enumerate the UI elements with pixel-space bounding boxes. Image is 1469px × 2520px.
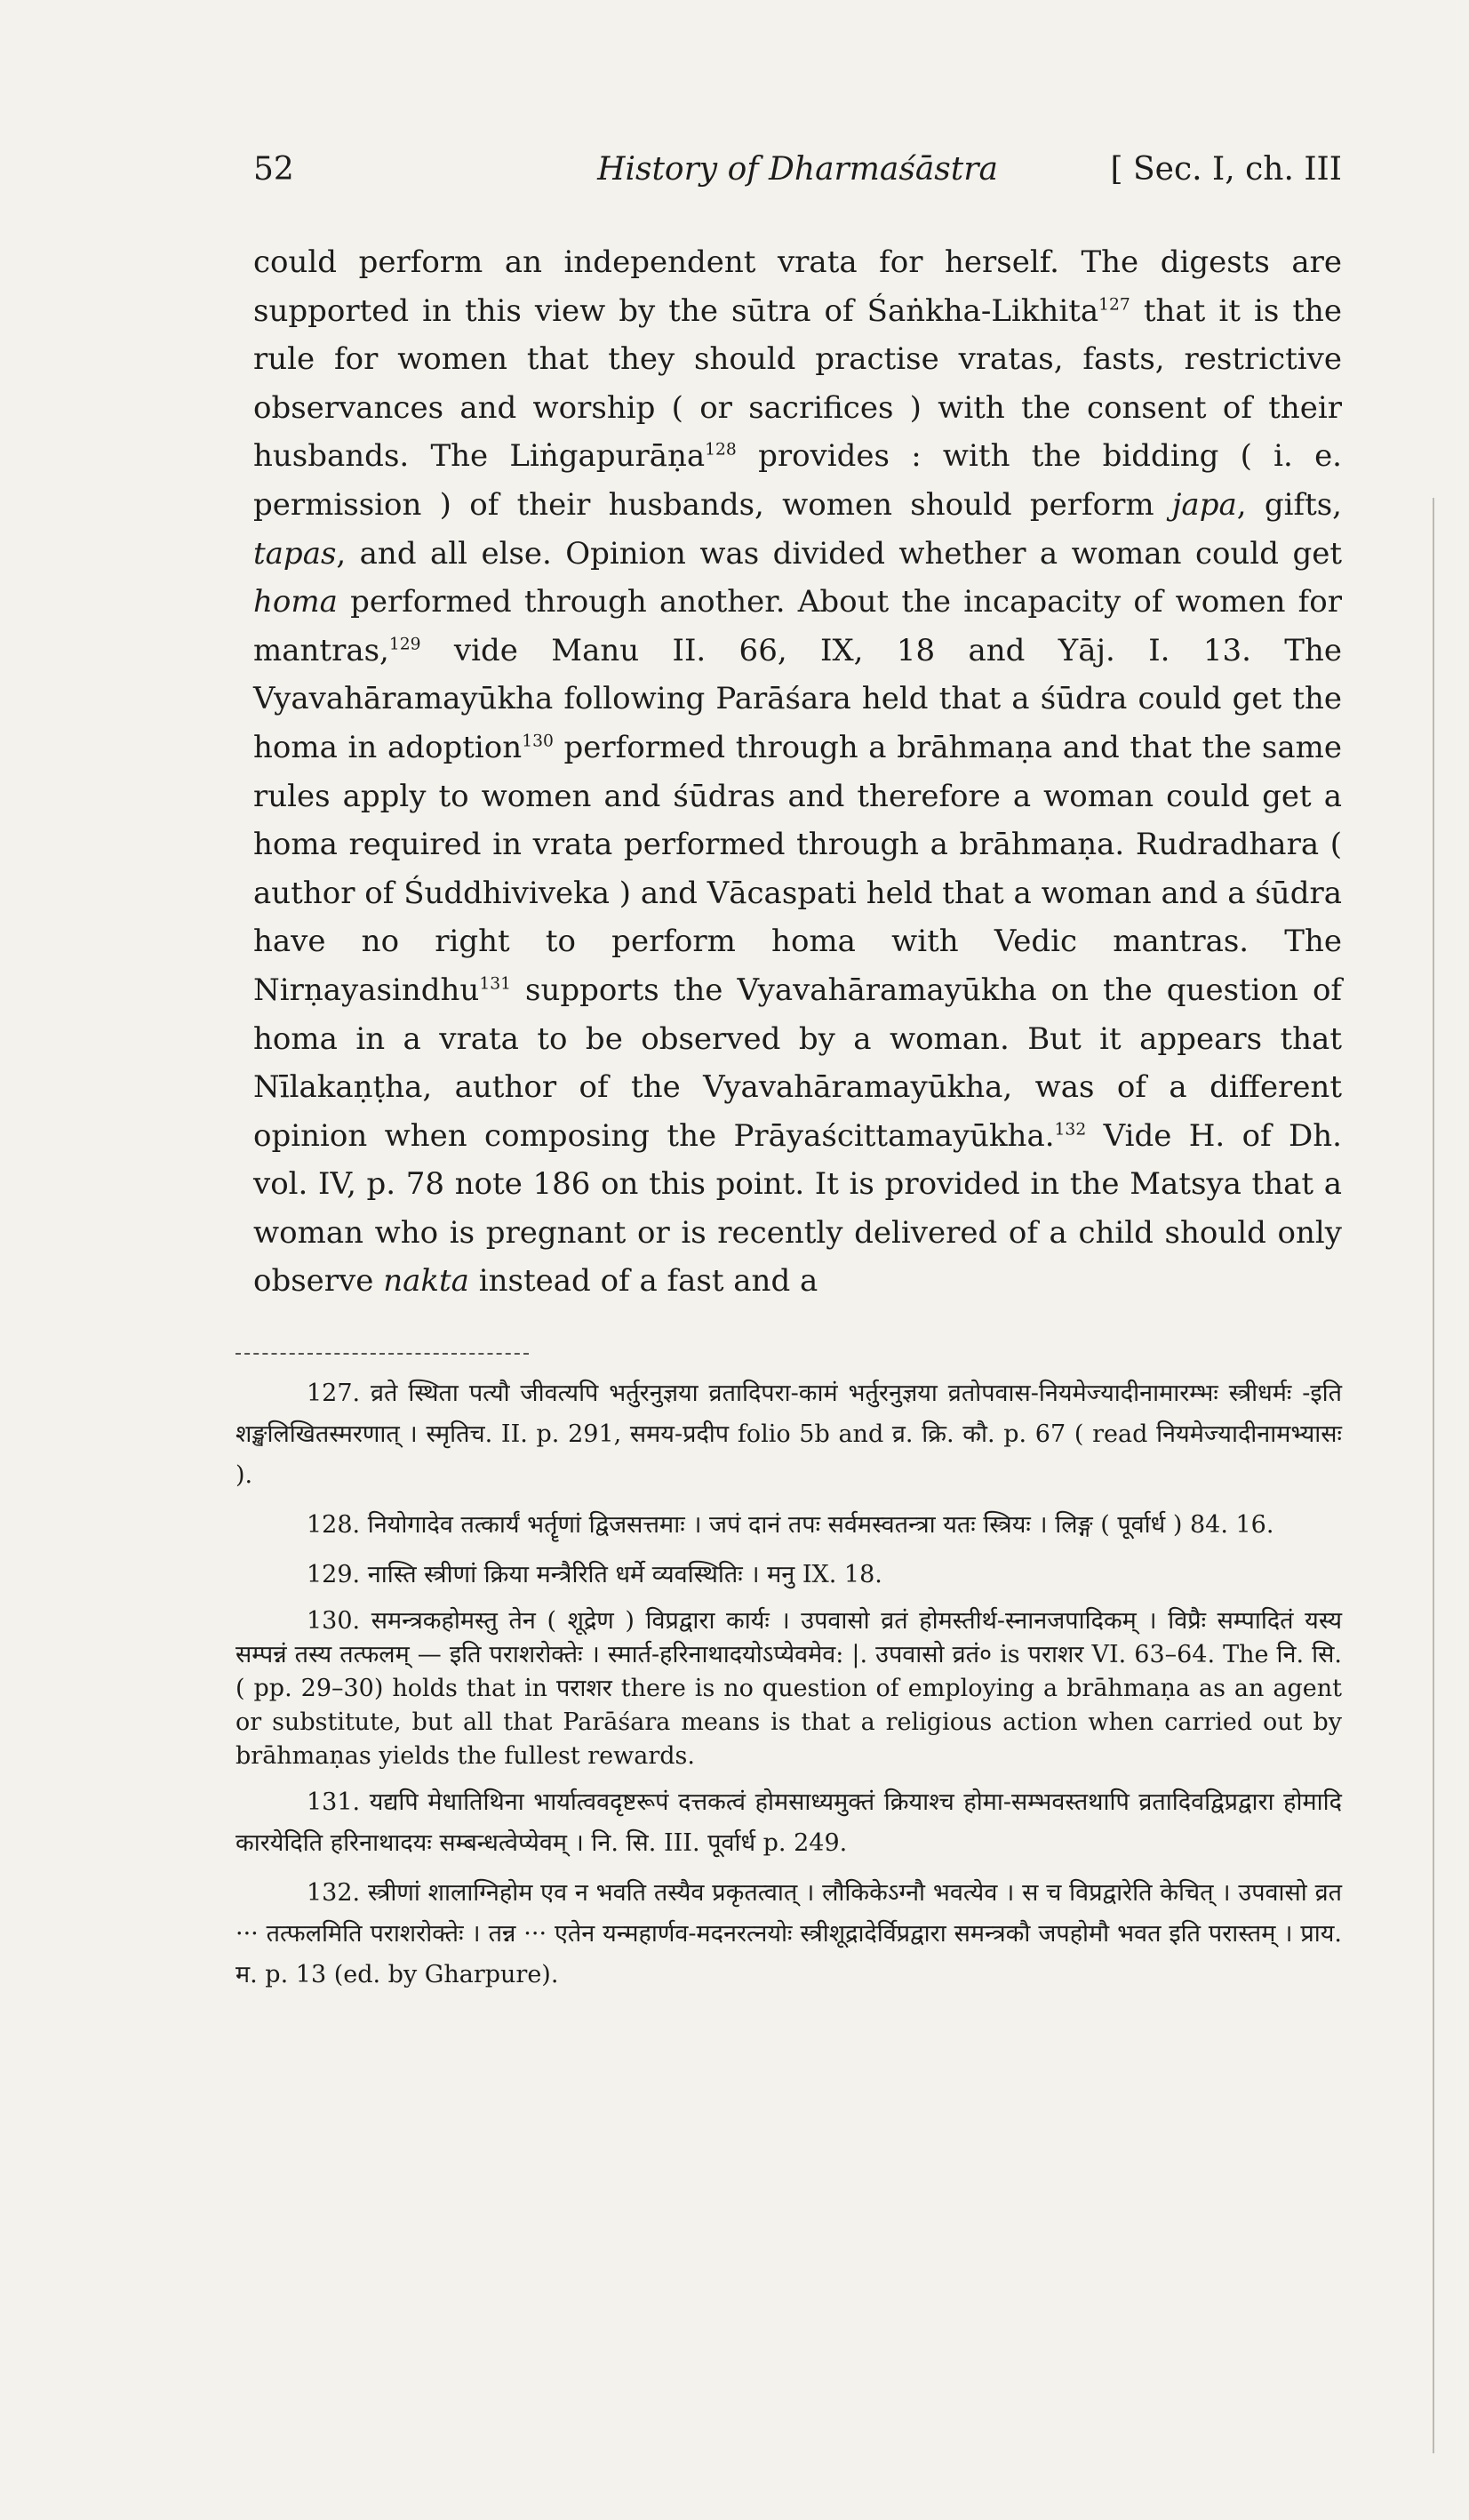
footnote-ref-132: 132 [1054, 1120, 1087, 1140]
footnote-text: नियोगादेव तत्कार्यं भर्तॄणां द्विजसत्तमाः । जपं दानं तपः सर्वमस्वतन्त्रा यतः स्त्रियः । लिङ्ग ( पूर्वार्ध ) 84. 16. [367, 1511, 1274, 1539]
footnote-separator [236, 1353, 529, 1355]
page-number: 52 [253, 151, 294, 188]
footnote-ref-128: 128 [705, 441, 737, 460]
term-japa: japa [1171, 486, 1237, 523]
footnote-128 [236, 1505, 1342, 1546]
running-header [253, 151, 1342, 204]
footnote-number: 132. [307, 1879, 361, 1907]
footnote-ref-127: 127 [1098, 295, 1130, 315]
footnote-131 [236, 1782, 1342, 1864]
footnote-text: समन्त्रकहोमस्तु तेन ( शूद्रेण ) विप्रद्वारा कार्यः । उपवासो व्रतं होमस्तीर्थ-स्नानजपादिकम् । विप्रैः सम्पादितं यस्य सम्पन्नं तस्य तत्फलम् — इति पराशरोक्तेः । स्मार्त-हरिनाथादयोऽप्येवमेव: |. उपवासो व्रतं० is पराशर VI. 63–64. The नि. सि. ( pp. 29–30) holds that in पराशर there is no question of employing a brāhmaṇa as an agent or substitute, but all that Parāśara means is that a religious action when carried out by brāhmaṇas yields the fullest rewards. [236, 1607, 1342, 1770]
footnote-text: यद्यपि मेधातिथिना भार्यात्ववदृष्टरूपं दत्तकत्वं होमसाध्यमुक्तं क्रियाश्च होमा-सम्भवस्तथापि व्रतादिवद्विप्रद्वारा होमादि कारयेदिति हरिनाथादयः सम्बन्धत्वेप्येवम् । नि. सि. III. पूर्वार्ध p. 249. [236, 1788, 1342, 1857]
term-tapas: tapas [253, 535, 337, 572]
text-run: instead of a fast and a [468, 1263, 818, 1300]
text-run: that it is the rule for women that they should practise vratas, fasts, restrictive observances and worship ( or sacrifices ) with the consent of their husbands. The Liṅgapurāṇa [253, 292, 1342, 475]
footnote-number: 128. [307, 1511, 361, 1539]
text-run: Vide H. of Dh. vol. IV, p. 78 note 186 on this point. It is provided in the Matsya that a woman who is pregnant or is recently delivered of a child should only observe [253, 1117, 1342, 1300]
footnote-number: 129. [307, 1561, 361, 1588]
text-run: , and all else. Opinion was divided whether a woman could get [336, 535, 1342, 572]
text-run: performed through another. About the incapacity of women for mantras, [253, 584, 1342, 668]
footnote-number: 131. [307, 1788, 361, 1816]
main-text [253, 238, 1342, 1306]
text-run: performed through a brāhmaṇa and that the same rules apply to women and śūdras and therefore a woman could get a homa required in vrata performed through a brāhmaṇa. Rudradhara ( author of Śuddhiviveka ) and Vācaspati held that a woman and a śūdra have no right to perform homa with Vedic mantras. The Nirṇayasindhu [253, 729, 1342, 1008]
footnote-text: व्रते स्थिता पत्यौ जीवत्यपि भर्तुरनुज्ञया व्रतादिपरा-कामं भर्तुरनुज्ञया व्रतोपवास-नियमेज्यादीनामारम्भः स्त्रीधर्मः -इति शङ्खलिखितस्मरणात् । स्मृतिच. II. p. 291, समय-प्रदीप folio 5b and व्र. क्रि. कौ. p. 67 ( read नियमेज्यादीनामभ्यासः ). [236, 1380, 1342, 1489]
text-run: provides : with the bidding ( i. e. permission ) of their husbands, women should perform [253, 438, 1342, 523]
footnote-ref-130: 130 [522, 732, 554, 751]
footnote-text: स्त्रीणां शालाग्निहोम एव न भवति तस्यैव प्रकृतत्वात् । लौकिकेऽग्नौ भवत्येव । स च विप्रद्वारेति केचित् । उपवासो व्रत ··· तत्फलमिति पराशरोक्तेः । तन्न ··· एतेन यन्महार्णव-मदनरत्नयोः स्त्रीशूद्रादेर्विप्रद्वारा समन्त्रकौ जपहोमौ भवत इति परास्तम् । प्राय. म. p. 13 (ed. by Gharpure). [236, 1879, 1342, 1988]
term-nakta: nakta [383, 1263, 469, 1300]
text-run: could perform an independent vrata for herself. The digests are supported in this view by the sūtra of Śaṅkha-Likhita [253, 244, 1342, 329]
footnote-132 [236, 1873, 1342, 1996]
text-run: supports the Vyavahāramayūkha on the question of homa in a vrata to be observed by a woman. But it appears that Nīlakaṇṭha, author of the Vyavahāramayūkha, was of a different opinion when composing the Prāyaścittamayūkha. [253, 972, 1342, 1154]
footnote-ref-131: 131 [479, 974, 511, 994]
term-homa: homa [253, 584, 338, 620]
footnote-number: 130. [307, 1607, 361, 1635]
footnote-text: नास्ति स्त्रीणां क्रिया मन्त्रैरिति धर्मे व्यवस्थितिः । मनु IX. 18. [367, 1561, 882, 1588]
footnote-number: 127. [307, 1380, 361, 1407]
text-run: , gifts, [1236, 486, 1342, 523]
body-paragraph [253, 238, 1342, 1306]
footnote-ref-129: 129 [388, 635, 421, 654]
footnote-130 [236, 1604, 1342, 1773]
running-title: History of Dharmaśāstra [597, 151, 998, 188]
text-run: vide Manu II. 66, IX, 18 and Yāj. I. 13. The Vyavahāramayūkha following Parāśara held that a śūdra could get the homa in adoption [253, 632, 1342, 765]
footnotes [236, 1373, 1342, 2004]
footnote-127 [236, 1373, 1342, 1496]
section-reference: [ Sec. I, ch. III [1110, 151, 1342, 188]
scan-margin-line [1433, 498, 1434, 2453]
footnote-129 [236, 1555, 1342, 1596]
